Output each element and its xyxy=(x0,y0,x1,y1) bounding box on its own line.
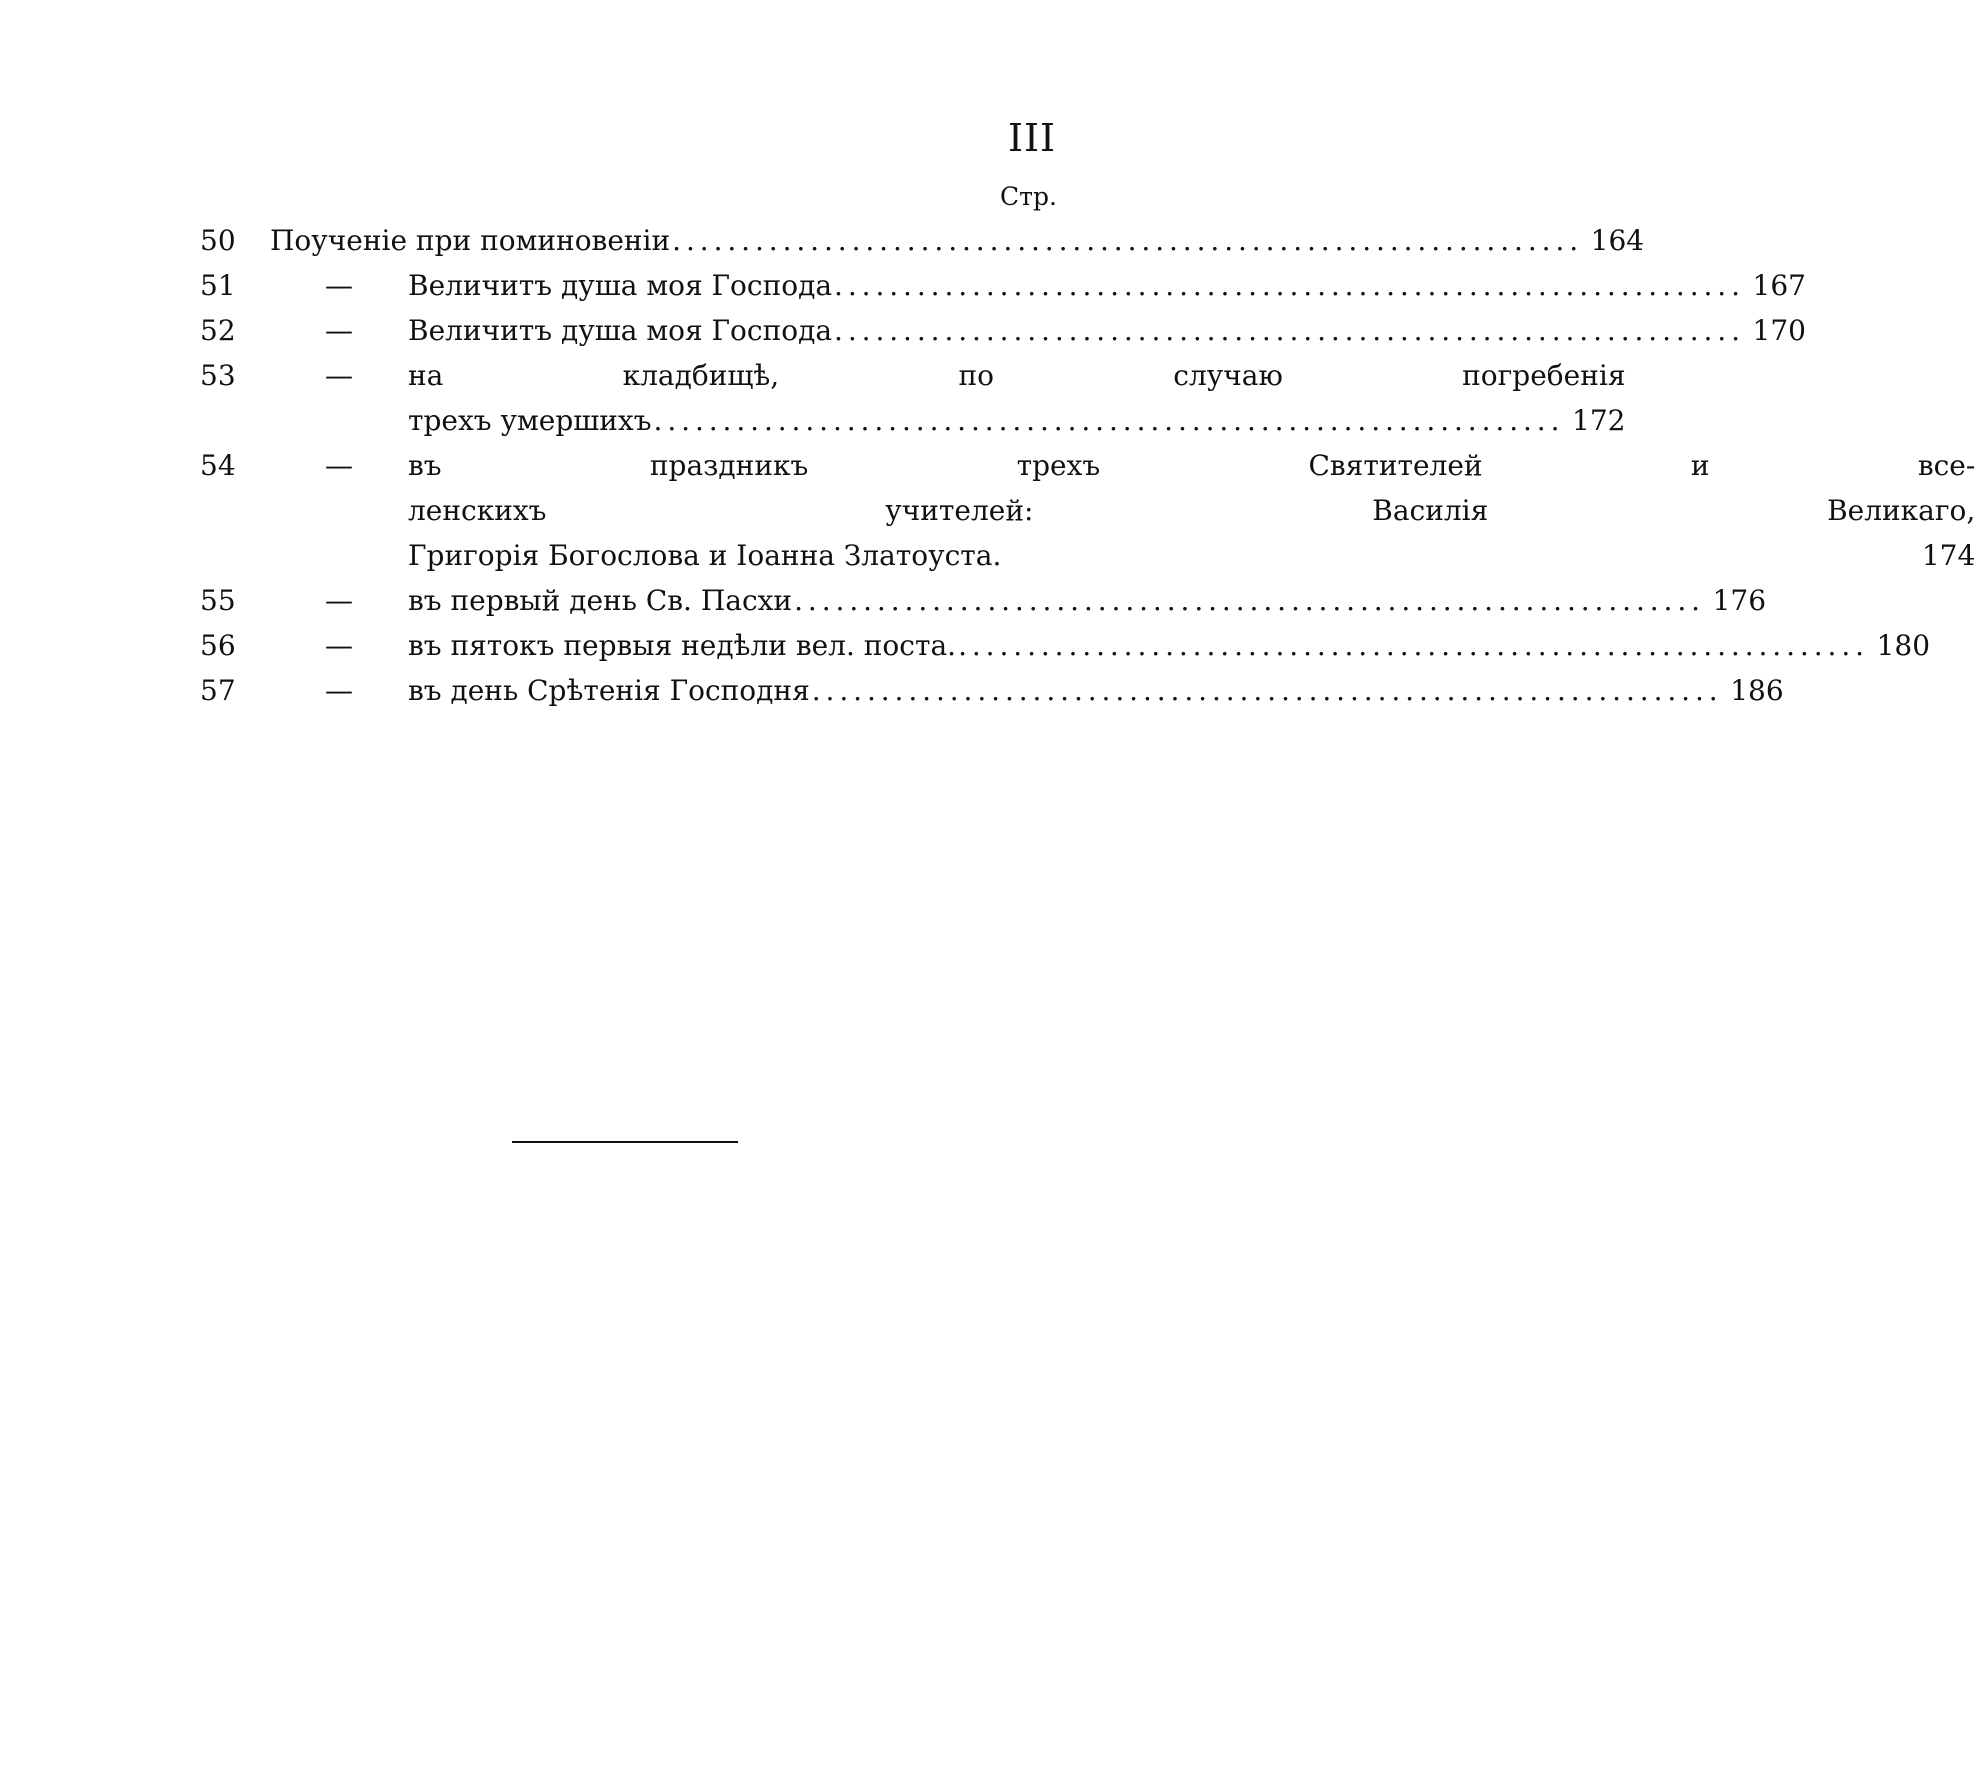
ditto-dash: — xyxy=(325,674,353,707)
entry-number: 55 xyxy=(200,584,236,617)
toc-entry xyxy=(200,578,1767,623)
page-reference: 176 xyxy=(1712,584,1767,617)
page-reference: 170 xyxy=(1752,314,1806,347)
entry-number: 52 xyxy=(200,314,236,347)
table-of-contents xyxy=(200,218,1975,713)
entry-number: 54 xyxy=(200,449,236,482)
entry-line xyxy=(408,533,1975,578)
toc-entry xyxy=(200,668,1784,713)
page-reference: 167 xyxy=(1752,269,1806,302)
entry-line-text: Поученіе при поминовеніи xyxy=(270,224,671,257)
toc-entry xyxy=(200,308,1806,353)
entry-title xyxy=(408,443,1975,578)
entry-line-text: въ первый день Св. Пасхи xyxy=(408,584,793,617)
entry-number: 50 xyxy=(200,224,236,257)
entry-line-text: ленскихъ учителей: Василія Великаго, xyxy=(408,494,1975,527)
entry-title xyxy=(408,263,1806,308)
dot-leader xyxy=(654,398,1558,443)
entry-line-text: Величитъ душа моя Господа xyxy=(408,269,833,302)
entry-title xyxy=(408,578,1766,623)
dot-leader xyxy=(812,668,1716,713)
entry-line-text: на кладбищѣ, по случаю погребенія xyxy=(408,359,1626,392)
page-reference: 174 xyxy=(1921,539,1975,572)
entry-line xyxy=(408,263,1806,308)
entry-line xyxy=(408,308,1806,353)
entry-line-text: въ день Срѣтенія Господня xyxy=(408,674,810,707)
entry-line xyxy=(408,623,1930,668)
page-reference: 180 xyxy=(1876,629,1931,662)
page-column-header: Стр. xyxy=(1000,182,1057,211)
entry-line xyxy=(408,443,1975,488)
entry-line-text: Величитъ душа моя Господа xyxy=(408,314,833,347)
page-reference: 186 xyxy=(1730,674,1784,707)
ditto-dash: — xyxy=(325,584,353,617)
dot-leader xyxy=(794,578,1698,623)
ditto-dash: — xyxy=(325,449,353,482)
page-reference: 172 xyxy=(1572,404,1626,437)
entry-title xyxy=(408,668,1784,713)
dot-leader xyxy=(958,623,1862,668)
entry-line xyxy=(408,488,1975,533)
entry-line-text: въ пятокъ первыя недѣли вел. поста. xyxy=(408,629,957,662)
entry-title xyxy=(408,623,1930,668)
toc-entry xyxy=(200,623,1931,668)
entry-title xyxy=(270,218,1645,263)
entry-line-text: Григорія Богослова и Іоанна Златоуста. xyxy=(408,539,1002,572)
page-reference: 164 xyxy=(1590,224,1645,257)
entry-number: 57 xyxy=(200,674,236,707)
dot-leader xyxy=(672,218,1576,263)
dot-leader xyxy=(834,308,1738,353)
ditto-dash: — xyxy=(325,314,353,347)
entry-line xyxy=(408,398,1626,443)
ditto-dash: — xyxy=(325,629,353,662)
entry-title xyxy=(408,353,1626,443)
entry-line xyxy=(408,578,1766,623)
entry-line xyxy=(270,218,1645,263)
toc-entry xyxy=(200,218,1645,263)
page-number: III xyxy=(1008,116,1057,160)
entry-number: 56 xyxy=(200,629,236,662)
dot-leader xyxy=(834,263,1738,308)
entry-line xyxy=(408,668,1784,713)
ditto-dash: — xyxy=(325,269,353,302)
entry-title xyxy=(408,308,1806,353)
entry-line-text: трехъ умершихъ xyxy=(408,404,652,437)
toc-entry xyxy=(200,263,1806,308)
ditto-dash: — xyxy=(325,359,353,392)
toc-entry xyxy=(200,353,1626,443)
entry-number: 51 xyxy=(200,269,236,302)
entry-line xyxy=(408,353,1626,398)
closing-divider xyxy=(512,1141,738,1143)
toc-entry xyxy=(200,443,1975,578)
entry-number: 53 xyxy=(200,359,236,392)
entry-line-text: въ праздникъ трехъ Святителей и все- xyxy=(408,449,1975,482)
